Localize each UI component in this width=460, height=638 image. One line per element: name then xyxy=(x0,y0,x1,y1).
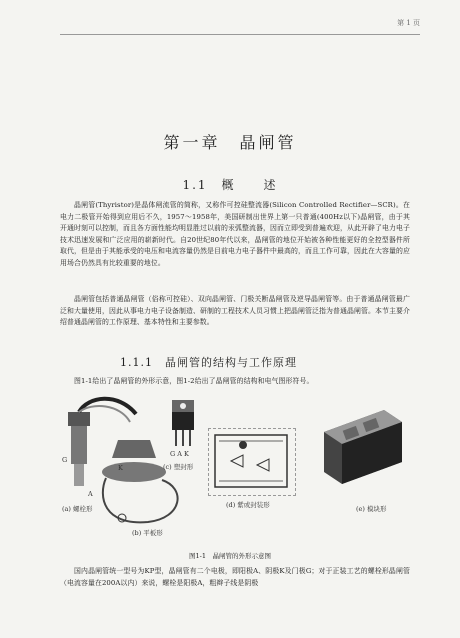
pin-label-g-a: G xyxy=(62,456,68,464)
module-photo-illustration xyxy=(318,402,406,492)
module-package-illustration xyxy=(215,435,287,487)
subsection-title: 1.1.1 晶闸管的结构与工作原理 xyxy=(120,356,297,369)
pin-label-gak: G A K xyxy=(170,450,189,458)
plastic-thyristor-illustration xyxy=(168,400,198,450)
figure-label-b: (b) 平板形 xyxy=(132,529,163,537)
bottom-paragraph: 国内晶闸管统一型号为KP型，晶闸管有二个电极，即阳极A、阴极K及门极G；对于正装工艺的螺栓形晶闸管（电流容量在200A以内）来说，螺栓是阳极A，粗辫子线是阴极 xyxy=(60,567,410,587)
section-title: 1.1 概 述 xyxy=(182,178,278,192)
pin-label-k-a: K xyxy=(118,464,123,472)
pin-label-a-a: A xyxy=(88,490,93,498)
figure-label-c: (c) 塑封形 xyxy=(163,463,194,471)
figure-label-d: (d) 紫或封装形 xyxy=(226,501,270,509)
paragraph-2: 晶闸管包括普通晶闸管（俗称可控硅）、双向晶闸管、门极关断晶闸管及逆导晶闸管等。由于普通晶闸管最广泛和大量使用，因此从事电力电子设备制造、研制的工程技术人员习惯上把晶闸管泛指为普通晶闸管。本节主要介绍普通晶闸管的工作原理、基本特性和主要参数。 xyxy=(60,295,410,326)
figure-intro: 图1-1给出了晶闸管的外形示意，图1-2给出了晶闸管的结构和电气图形符号。 xyxy=(74,377,314,385)
chapter-title: 第一章 晶闸管 xyxy=(163,133,297,152)
figure-label-e: (e) 模块形 xyxy=(356,505,387,513)
paragraph-1: 晶闸管(Thyristor)是晶体闸流管的简称，又称作可控硅整流器(Silicon Controlled Rectifier—SCR)。在电力二极管开始得到应用后不久，1957～1958年，美国研制出世界上第一只普通(400Hz以下)晶闸管，由于其开通时刻可以控制，而且各方面性能均明显胜过以前的汞弧整流器，因而立即受到普遍欢迎，从此开辟了电力电子技术迅速发展和广泛应用的崭新时代。自20世纪80年代以来，晶闸管的地位开始被各种性能更好的全控型器件所取代，但是由于其能承受的电压和电流容量仍然是目前电力电子器件中最高的，而且工作可靠，因此在大容量的应用场合仍然具有比较重要的地位。 xyxy=(60,201,410,267)
figure-label-a: (a) 螺栓形 xyxy=(62,505,93,513)
figure-caption: 图1-1 晶闸管的外形示意图 xyxy=(189,552,271,560)
page-number: 第 1 页 xyxy=(397,19,420,27)
page-header xyxy=(60,18,420,35)
